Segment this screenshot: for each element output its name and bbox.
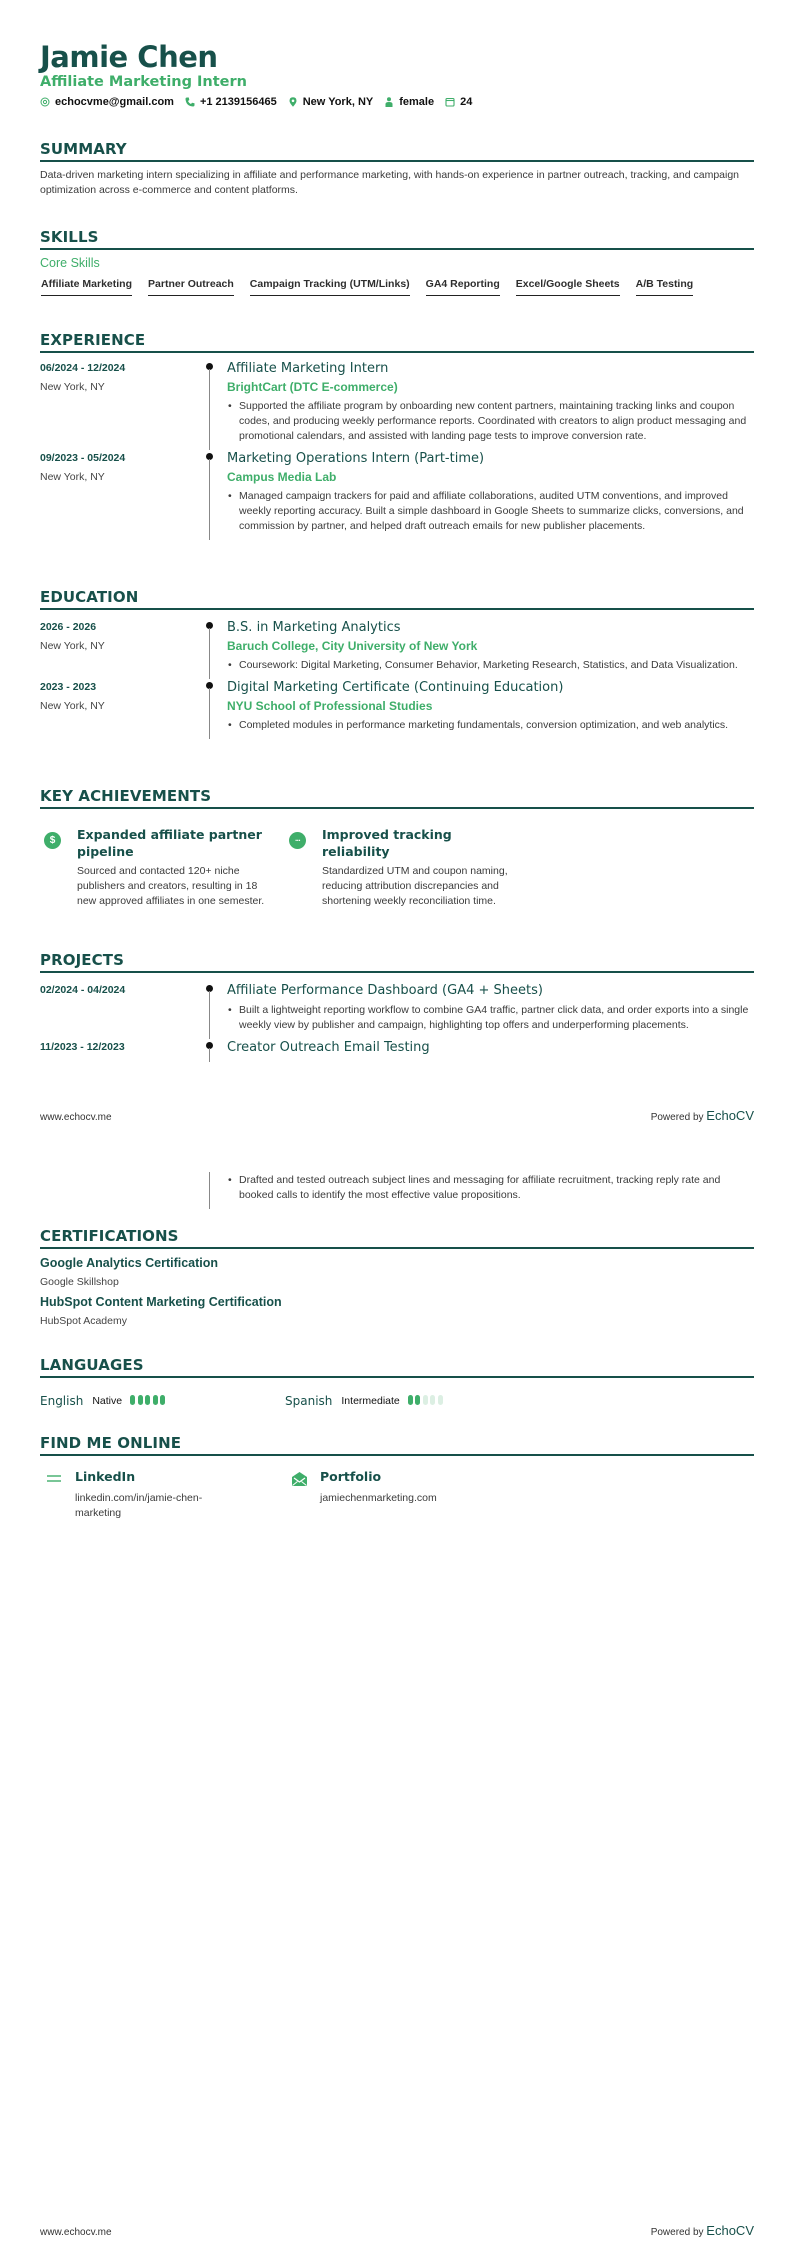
entry-org: Campus Media Lab [227,470,337,484]
online-profiles [40,1469,530,1521]
achievement-title: Improved tracking reliability [322,827,452,859]
entry-bullet: • Built a lightweight reporting workflow to combine GA4 traffic, partner click data, and order exports into a single weekly view by publisher and campaign, highlighting top offers and underperforming placements. [227,1003,754,1033]
online-label: LinkedIn [75,1469,136,1484]
language-name: Spanish [285,1394,333,1408]
education-entry [40,680,754,739]
timeline-rail [206,451,214,540]
section-heading-achievements: KEY ACHIEVEMENTS [40,787,754,809]
entry-title: Affiliate Performance Dashboard (GA4 + Sheets) [227,983,543,998]
skill-tag: Partner Outreach [148,278,234,296]
contact-email[interactable]: echocvme@gmail.com [40,96,174,108]
experience-timeline [40,361,754,540]
map-pin-icon [288,97,298,107]
education-timeline [40,620,754,739]
contact-location: New York, NY [288,96,374,108]
section-heading-education: EDUCATION [40,588,754,610]
entry-dates: 09/2023 - 05/2024 [40,452,126,464]
timeline-rail [206,361,214,450]
certification-title: HubSpot Content Marketing Certification [40,1295,282,1309]
achievements-list [40,826,530,909]
timeline-rail [206,983,214,1039]
entry-title: B.S. in Marketing Analytics [227,620,401,635]
powered-by-label: Powered by [650,1112,704,1123]
timeline-line [209,991,210,1039]
page-footer [40,2223,754,2238]
timeline-line [209,628,210,679]
calendar-icon [445,97,455,107]
entry-org: BrightCart (DTC E-commerce) [227,380,398,394]
candidate-name: Jamie Chen [40,40,218,74]
section-heading-online: FIND ME ONLINE [40,1434,754,1456]
entry-location: New York, NY [40,381,105,393]
certification-issuer: Google Skillshop [40,1276,119,1288]
timeline-line [209,1172,210,1209]
online-url[interactable]: jamiechenmarketing.com [320,1492,437,1504]
skills-list [41,278,709,296]
projects-timeline [40,983,754,1062]
skill-tag: Excel/Google Sheets [516,278,620,296]
brand-logo: EchoCV [706,1108,754,1123]
entry-org: NYU School of Professional Studies [227,699,433,713]
achievement-desc: Standardized UTM and coupon naming, reducing attribution discrepancies and shortening weekly reconciliation time. [322,865,508,907]
certification-title: Google Analytics Certification [40,1256,219,1270]
ellipsis-icon: ··· [289,832,306,849]
timeline-rail [206,1172,214,1209]
powered-by-label: Powered by [650,2227,704,2238]
section-heading-summary: SUMMARY [40,140,754,162]
footer-site-link[interactable]: www.echocv.me [40,2227,112,2238]
skill-tag: GA4 Reporting [426,278,500,296]
phone-icon [185,97,195,107]
timeline-rail [206,1040,214,1062]
footer-powered-by [651,2223,754,2238]
proficiency-meter [130,1392,168,1410]
timeline-line [209,688,210,739]
entry-title: Creator Outreach Email Testing [227,1040,430,1055]
certifications-list [40,1256,754,1334]
project-entry-continued [40,1172,754,1209]
section-heading-projects: PROJECTS [40,951,754,973]
language-level: Native [92,1395,123,1407]
skills-group-label: Core Skills [40,256,100,270]
page-footer [40,1108,754,1123]
brand-logo: EchoCV [706,2223,754,2238]
summary-text: Data-driven marketing intern specializing in affiliate and performance marketing, with hands-on experience in partner outreach, tracking, and campaign optimization across e-commerce and content platforms. [40,169,740,196]
skill-tag: A/B Testing [636,278,694,296]
timeline-rail [206,680,214,739]
achievement-desc: Sourced and contacted 120+ niche publishers and creators, resulting in 18 new approved affiliates in one semester. [77,865,265,907]
entry-bullet: • Coursework: Digital Marketing, Consumer Behavior, Marketing Research, Statistics, and Data Visualization. [227,658,754,673]
at-icon [40,97,50,107]
projects-timeline-continued [40,1172,754,1209]
language-item [40,1392,285,1410]
online-url[interactable]: linkedin.com/in/jamie-chen-marketing [75,1492,203,1519]
project-entry [40,983,754,1039]
language-name: English [40,1394,84,1408]
entry-dates: 2026 - 2026 [40,621,97,633]
section-heading-languages: LANGUAGES [40,1356,754,1378]
entry-title: Digital Marketing Certificate (Continuing Education) [227,680,564,695]
timeline-line [209,1048,210,1062]
entry-title: Affiliate Marketing Intern [227,361,389,376]
contact-gender: female [384,96,434,108]
language-level: Intermediate [341,1395,400,1407]
timeline-rail [206,620,214,679]
online-item-portfolio[interactable] [285,1469,530,1521]
skill-tag: Affiliate Marketing [41,278,132,296]
entry-location: New York, NY [40,700,105,712]
person-icon [384,97,394,107]
project-entry [40,1040,754,1062]
achievement-item [40,826,285,909]
portfolio-icon [289,1469,309,1489]
section-heading-certifications: CERTIFICATIONS [40,1227,754,1249]
contact-phone[interactable]: +1 2139156465 [185,96,277,108]
entry-location: New York, NY [40,640,105,652]
online-label: Portfolio [320,1469,382,1484]
entry-dates: 11/2023 - 12/2023 [40,1041,125,1053]
proficiency-meter [408,1392,446,1410]
entry-org: Baruch College, City University of New York [227,639,478,653]
entry-title: Marketing Operations Intern (Part-time) [227,451,485,466]
contact-bar [40,96,483,108]
contact-age: 24 [445,96,472,108]
timeline-line [209,459,210,540]
section-heading-experience: EXPERIENCE [40,331,754,353]
experience-entry [40,361,754,450]
certification-issuer: HubSpot Academy [40,1315,127,1327]
entry-dates: 02/2024 - 04/2024 [40,984,126,996]
entry-bullet: • Drafted and tested outreach subject lines and messaging for affiliate recruitment, tracking reply rate and booked calls to identify the most effective value propositions. [227,1173,754,1203]
skill-tag: Campaign Tracking (UTM/Links) [250,278,410,296]
footer-site-link[interactable]: www.echocv.me [40,1112,112,1123]
dollar-icon: $ [44,832,61,849]
linkedin-icon [44,1469,64,1489]
languages-list [40,1392,530,1410]
entry-bullet: • Completed modules in performance marketing fundamentals, conversion optimization, and web analytics. [227,718,754,733]
entry-dates: 2023 - 2023 [40,681,97,693]
online-item-linkedin[interactable] [40,1469,285,1521]
education-entry [40,620,754,679]
footer-powered-by [651,1108,754,1123]
achievement-item [285,826,530,909]
achievement-title: Expanded affiliate partner pipeline [77,827,262,859]
entry-location: New York, NY [40,471,105,483]
entry-bullet: • Supported the affiliate program by onboarding new content partners, maintaining tracking links and coupon codes, and producing weekly performance reports. Coordinated with creators to align product messaging and promotional calendars, and assisted with landing page tests to improve conversion rate. [227,399,754,444]
entry-bullet: • Managed campaign trackers for paid and affiliate collaborations, audited UTM conventions, and improved weekly reporting accuracy. Built a simple dashboard in Google Sheets to summarize clicks, conversions, and commission by partner, and helped draft outreach emails for new publisher placements. [227,489,754,534]
language-item [285,1392,530,1410]
entry-dates: 06/2024 - 12/2024 [40,362,126,374]
section-heading-skills: SKILLS [40,228,754,250]
timeline-line [209,369,210,450]
experience-entry [40,451,754,540]
candidate-title: Affiliate Marketing Intern [40,74,247,90]
